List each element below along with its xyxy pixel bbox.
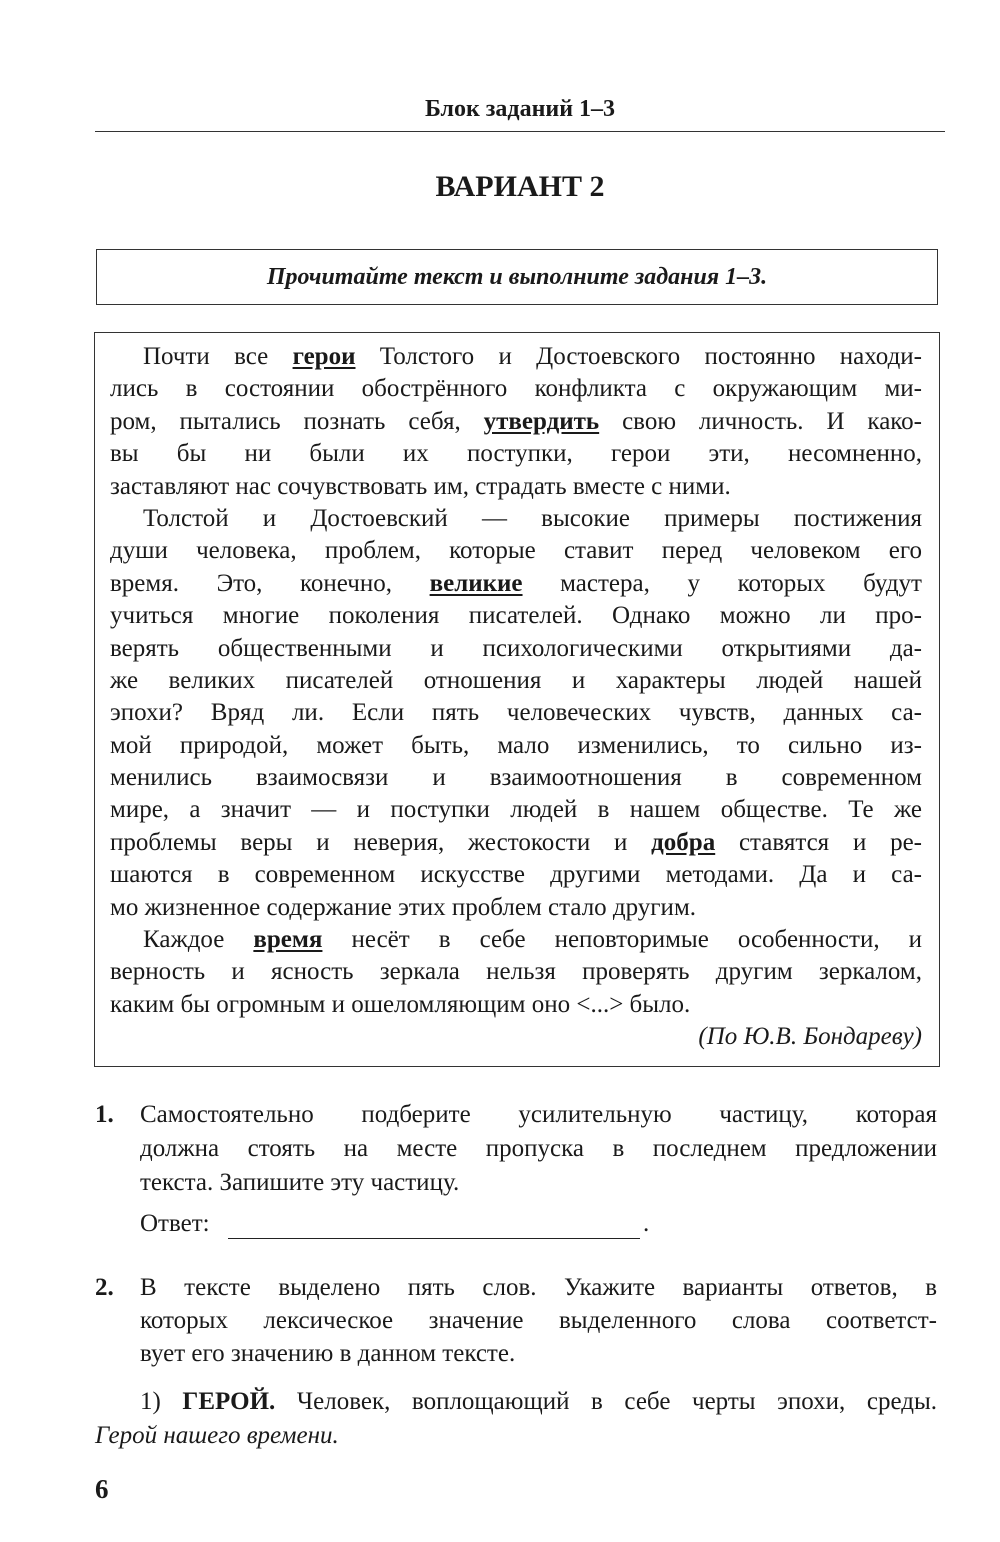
passage-line — [110, 503, 922, 535]
passage-line — [110, 633, 922, 665]
question-line: вует его значению в данном тексте. — [140, 1340, 516, 1367]
passage-line — [110, 892, 922, 924]
passage-line — [110, 924, 922, 956]
passage-line — [110, 535, 922, 567]
highlighted-word: утвердить — [483, 407, 600, 435]
question-1 — [95, 1101, 937, 1201]
line-text: ром, пытались познать себя, — [110, 407, 484, 435]
header-rule — [95, 131, 945, 132]
passage-line — [110, 438, 922, 470]
passage-line — [110, 341, 922, 373]
page-number: 6 — [95, 1474, 109, 1504]
highlighted-word: время — [253, 926, 323, 954]
passage-line — [110, 665, 922, 697]
line-text: менились взаимосвязи и взаимоотношения в современном — [110, 764, 922, 792]
option-1 — [140, 1388, 937, 1416]
question-line: Самостоятельно подберите усилительную частицу, которая — [140, 1101, 937, 1128]
line-text: вы бы ни были их поступки, герои эти, несомненно, — [110, 440, 922, 468]
line-text: Толстого и Достоевского постоянно находи- — [355, 343, 922, 370]
question-line: должна стоять на месте пропуска в последнем предложении — [140, 1135, 937, 1162]
passage-line — [110, 568, 922, 600]
option-example: Герой нашего времени. — [95, 1422, 339, 1449]
line-text: же великих писателей отношения и характеры людей нашей — [110, 666, 922, 694]
question-line: которых лексическое значение выделенного слова соответст- — [140, 1307, 937, 1334]
question-number: 1. — [95, 1101, 114, 1128]
line-text: Почти все — [143, 343, 293, 370]
line-text: Толстой и Достоевский — высокие примеры постижения — [143, 504, 922, 532]
question-line: текста. Запишите эту частицу. — [140, 1169, 460, 1196]
answer-period: . — [643, 1210, 650, 1237]
highlighted-word: великие — [429, 569, 523, 597]
line-text: верность и ясность зеркала нельзя проверять другим зеркалом, — [110, 958, 922, 986]
passage-line — [110, 471, 922, 503]
passage-line — [110, 859, 922, 891]
answer-input-line[interactable] — [228, 1238, 640, 1239]
answer-label: Ответ: — [140, 1210, 210, 1237]
option-definition: Человек, воплощающий в себе черты эпохи, среды. — [275, 1388, 937, 1415]
passage-line — [110, 600, 922, 632]
highlighted-word: добра — [651, 828, 716, 856]
passage-text — [110, 341, 922, 1021]
passage-attribution: (По Ю.В. Бондареву) — [698, 1023, 922, 1050]
line-text: несёт в себе неповторимые особенности, и — [322, 926, 922, 954]
question-line: В тексте выделено пять слов. Укажите варианты ответов, в — [140, 1274, 937, 1301]
line-text: ставятся и ре- — [715, 828, 922, 856]
line-text: души человека, проблем, которые ставит перед человеком его — [110, 537, 922, 565]
line-text: мастера, у которых будут — [522, 569, 922, 597]
line-text: верять общественными и психологическими открытиями да- — [110, 634, 922, 662]
line-text: эпохи? Вряд ли. Если пять человеческих чувств, данных са- — [110, 699, 922, 727]
passage-line — [110, 794, 922, 826]
passage-line — [110, 406, 922, 438]
variant-heading: ВАРИАНТ 2 — [435, 170, 605, 203]
line-text: мой природой, может быть, мало изменились, то сильно из- — [110, 731, 922, 759]
passage-line — [110, 697, 922, 729]
line-text: свою личность. И како- — [599, 407, 922, 435]
passage-line — [110, 373, 922, 405]
passage-line — [110, 730, 922, 762]
line-text: лись в состоянии обострённого конфликта с окружающим ми- — [110, 375, 922, 403]
line-text: шаются в современном искусстве другими методами. Да и са- — [110, 861, 922, 889]
passage-line — [110, 989, 922, 1021]
highlighted-word: герои — [292, 343, 356, 370]
option-number: 1) — [140, 1388, 183, 1415]
line-text: учиться многие поколения писателей. Однако можно ли про- — [110, 602, 922, 630]
block-title: Блок заданий 1–3 — [424, 96, 616, 122]
line-text: мо жизненное содержание этих проблем стало другим. — [110, 893, 697, 921]
passage-line — [110, 956, 922, 988]
line-text: заставляют нас сочувствовать им, страдать вместе с ними. — [110, 472, 731, 500]
passage-line — [110, 827, 922, 859]
instruction-text: Прочитайте текст и выполните задания 1–3. — [266, 264, 768, 290]
passage-line — [110, 762, 922, 794]
line-text: мире, а значит — и поступки людей в нашем обществе. Те же — [110, 796, 922, 824]
option-word: ГЕРОЙ. — [182, 1388, 276, 1415]
question-2 — [95, 1274, 937, 1374]
line-text: каким бы огромным и ошеломляющим оно <...> было. — [110, 990, 691, 1018]
line-text: проблемы веры и неверия, жестокости и — [110, 828, 652, 856]
line-text: Каждое — [143, 926, 254, 954]
question-number: 2. — [95, 1274, 114, 1301]
line-text: время. Это, конечно, — [110, 569, 430, 597]
